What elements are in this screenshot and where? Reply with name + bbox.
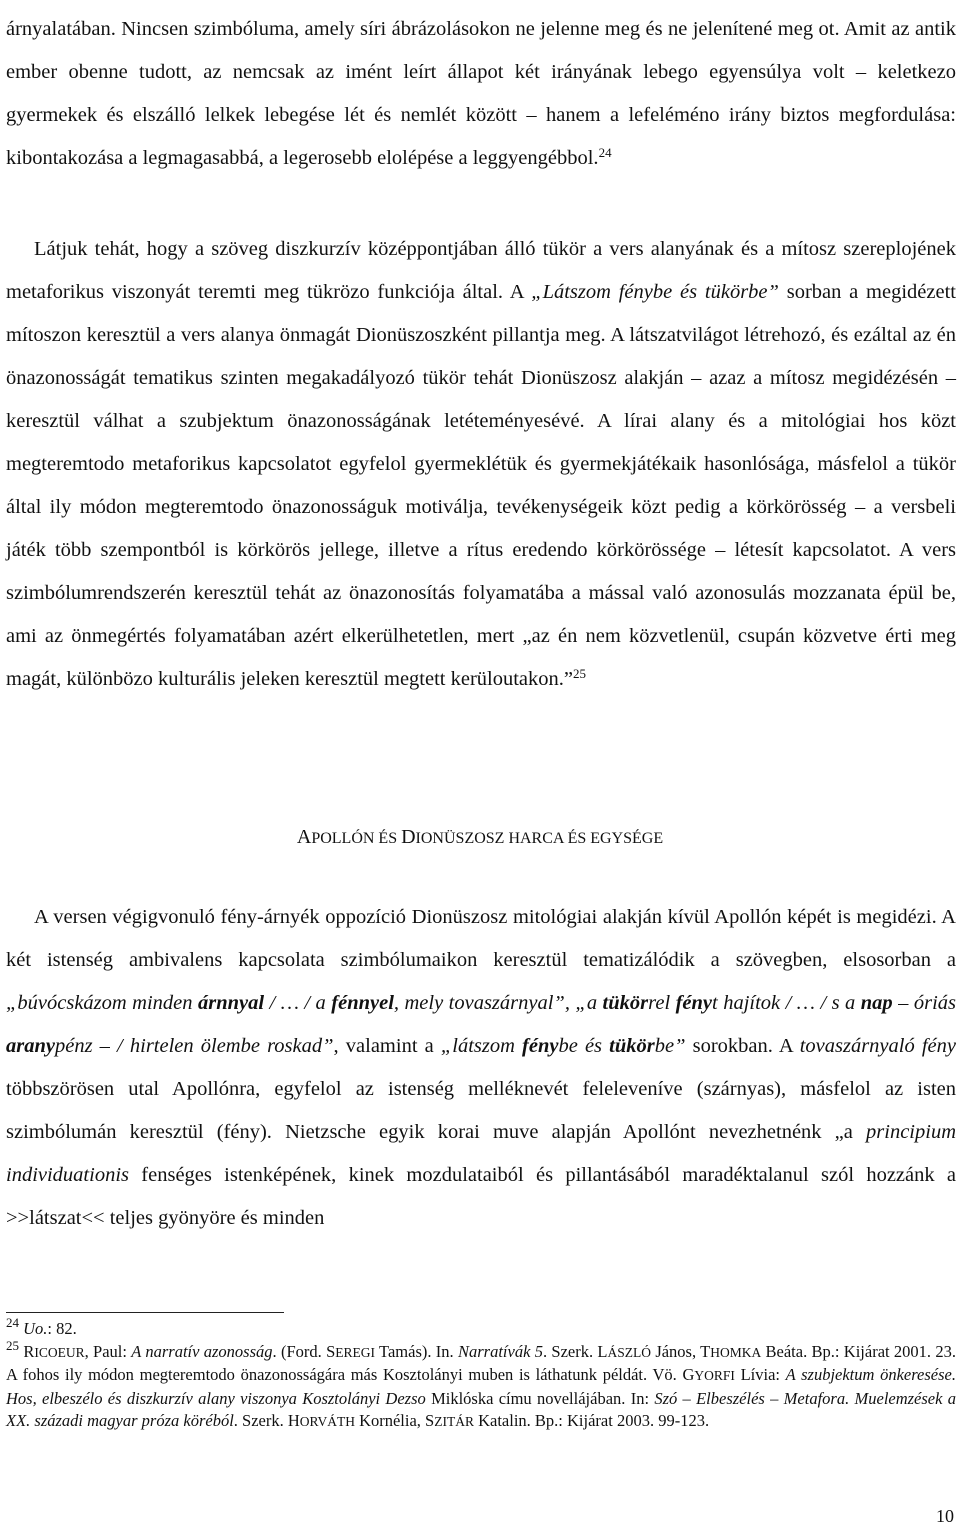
footnote-ref-25: 25 [573, 665, 586, 681]
fn25-text-2: Tamás). In. [375, 1341, 458, 1361]
fn25-text-8: . Szerk. H [233, 1411, 300, 1430]
fn25-sc-3: HOMKA [710, 1344, 762, 1360]
heading-part-2: IONÜSZOSZ HARCA ÉS EGYSÉGE [415, 830, 664, 847]
paragraph-3 [6, 896, 956, 1240]
quote-2-bold-1: tükör [602, 991, 649, 1014]
footnote-24-number: 24 [6, 1314, 19, 1330]
fn25-text-9: Kornélia, S [354, 1411, 435, 1430]
quote-2-bold-3: nap [860, 991, 893, 1014]
quote-3-bold-1: fény [522, 1034, 559, 1057]
fn25-author-rest: ICOEUR [34, 1344, 85, 1360]
fn25-text-6: Lívia: [734, 1365, 786, 1384]
quote-1-b: / … / a [264, 991, 332, 1014]
fn25-text-7: Miklóska címu novellájában. In: [425, 1388, 655, 1408]
quote-2-d: pénz – / hirtelen ölembe roskad” [54, 1034, 334, 1057]
fn25-sc-6: ZITÁR [434, 1414, 474, 1429]
quote-3-c: be” [654, 1034, 686, 1057]
fn25-sc-2: ÁSZLÓ [607, 1344, 651, 1360]
paragraph-2 [6, 228, 956, 701]
quote-2-a: rel [648, 991, 676, 1014]
paragraph-1 [6, 8, 956, 180]
footnote-ref-24: 24 [598, 144, 612, 160]
fn25-author-first: , Paul: [84, 1341, 132, 1361]
footnote-25-number: 25 [6, 1337, 19, 1353]
fn25-text-10: Katalin. Bp.: Kijárat 2003. 99-123. [473, 1411, 710, 1430]
paragraph-3-text-b: , valamint a [333, 1034, 441, 1057]
paragraph-3-text-d: többszörösen utal Apollónra, egyfelol az istenség melléknevét feleleveníve (szárnyas), másfelol az isten szimbólumán keresztül (fény). Nietzsche egyik korai muve alapján Apollónt nevezhetnénk „a [6, 1077, 956, 1143]
quote-2-c: – óriás [892, 991, 957, 1014]
fn25-text-1: . (Ford. S [272, 1341, 336, 1361]
footnote-24-source: Uo. [23, 1319, 48, 1338]
page-number: 10 [936, 1506, 954, 1526]
fn25-text-4: János, T [651, 1341, 711, 1361]
quote-3-b: be és [558, 1034, 610, 1057]
footnote-24 [6, 1314, 956, 1341]
fn25-text-5: Beáta. Bp.: Kijárat 2001. 23. A fohos ily módon megteremtodo önazonosságára más Kosztolányi muben is láthatunk példát. Vö. G [6, 1341, 956, 1384]
latin-phrase: principium individuationis [6, 1120, 956, 1186]
footnote-25 [6, 1337, 956, 1434]
paragraph-2-quote: „Látszom fénybe és tükörbe” [531, 280, 779, 303]
quote-3-a: „látszom [440, 1034, 523, 1057]
quote-1-bold: árnnyal [198, 991, 265, 1014]
heading-initial-d: D [401, 826, 416, 848]
quote-1-c: , mely tovaszárnyal”, „a [393, 991, 603, 1014]
heading-initial-a: A [296, 826, 312, 848]
quote-2-bold-4: arany [6, 1034, 55, 1057]
quote-2-bold-2: fény [675, 991, 713, 1014]
quote-4: tovaszárnyaló fény [799, 1034, 956, 1057]
paragraph-3-text-a: A versen végigvonuló fény-árnyék oppozíció Dionüszosz mitológiai alakján kívül Apollón képét is megidézi. A két istenség ambivalens kapcsolata szimbólumaikon keresztül tematizálódik a szövegben, elsosorban a [6, 905, 956, 971]
fn25-title-4: Szó – Elbeszélés – Metafora. Muelemzések a XX. századi magyar próza köréból [6, 1388, 956, 1430]
fn25-text-3: . Szerk. L [542, 1341, 608, 1361]
paragraph-2-text-b: sorban a megidézett mítoszon keresztül a vers alanya önmagát Dionüszoszként pillantja meg. A látszatvilágot létrehozó, és ezáltal az én önazonosságát tematikus szinten megakadályozó tükör tehát Dionüszosz alakján – azaz a mítosz megidézésén – keresztül válhat a szubjektum önazonosságának letéteményesévé. A lírai alany és a mitológiai hos közt megteremtodo metaforikus kapcsolatot egyfelol gyermeklétük és gyermekjátékaik hasonlósága, másfelol a tükör által ily módon megteremtodo önazonosságuk motiválja, tevékenységeik közt pedig a körkörösség – a versbeli játék több szempontból is körkörös jellege, illetve a rítus eredendo körkörössége – létesít kapcsolatot. A vers szimbólumrendszerén keresztül tehát az önazonosítás folyamatába a mással való azonosulás mozzanata épül be, ami az önmegértés folyamatában azért elkerülhetetlen, mert „az én nem közvetlenül, csupán közvetve érti meg magát, különbözo kulturális jeleken keresztül megtett kerüloutakon.” [6, 280, 956, 690]
fn25-sc-4: YORFI [694, 1368, 735, 1383]
fn25-author-initial: R [23, 1341, 35, 1361]
fn25-sc-5: ORVÁTH [299, 1414, 355, 1429]
paragraph-2-text-a: Látjuk tehát, hogy a szöveg diszkurzív középpontjában álló tükör a vers alanyának és a mítosz szereplojének metaforikus viszonyát teremti meg tükrözo funkciója által. A [6, 237, 956, 303]
heading-part-1: POLLÓN ÉS [311, 830, 402, 847]
fn25-title-2: Narratívák 5 [457, 1341, 543, 1361]
quote-3-bold-2: tükör [609, 1034, 655, 1057]
paragraph-3-text-e: fenséges istenképének, kinek mozdulataiból és pillantásából maradéktalanul szól hozzánk a >>látszat<< teljes gyönyöre és minden [6, 1163, 956, 1229]
quote-1-bold-2: fénnyel [331, 991, 394, 1014]
quote-1-a: „búvócskázom minden [6, 991, 198, 1014]
quote-2-b: t hajítok / … / s a [712, 991, 861, 1014]
paragraph-3-text-c: sorokban. A [685, 1034, 800, 1057]
section-heading [0, 822, 960, 854]
fn25-title-3: A szubjektum önkeresése. Hos, elbeszélo és diszkurzív alany viszonya Kosztolányi Dezso [6, 1365, 956, 1408]
fn25-title-1: A narratív azonosság [131, 1341, 273, 1361]
quote-3 [441, 1035, 686, 1057]
footnotes [6, 1314, 956, 1434]
footnote-24-text: : 82. [47, 1319, 77, 1338]
paragraph-1-text: árnyalatában. Nincsen szimbóluma, amely síri ábrázolásokon ne jelenne meg és ne jelenítené meg ot. Amit az antik ember obenne tudott, az nemcsak az imént leírt állapot két irányának lebego egyensúlya volt – keletkezo gyermekek és elszálló lelkek lebegése lét és nemlét között – hanem a lefeléméno irány biztos megfordulása: kibontakozása a legmagasabbá, a legerosebb elolépése a leggyengébbol. [6, 17, 956, 169]
fn25-sc-1: EREGI [335, 1344, 376, 1360]
footnote-separator [6, 1312, 284, 1313]
